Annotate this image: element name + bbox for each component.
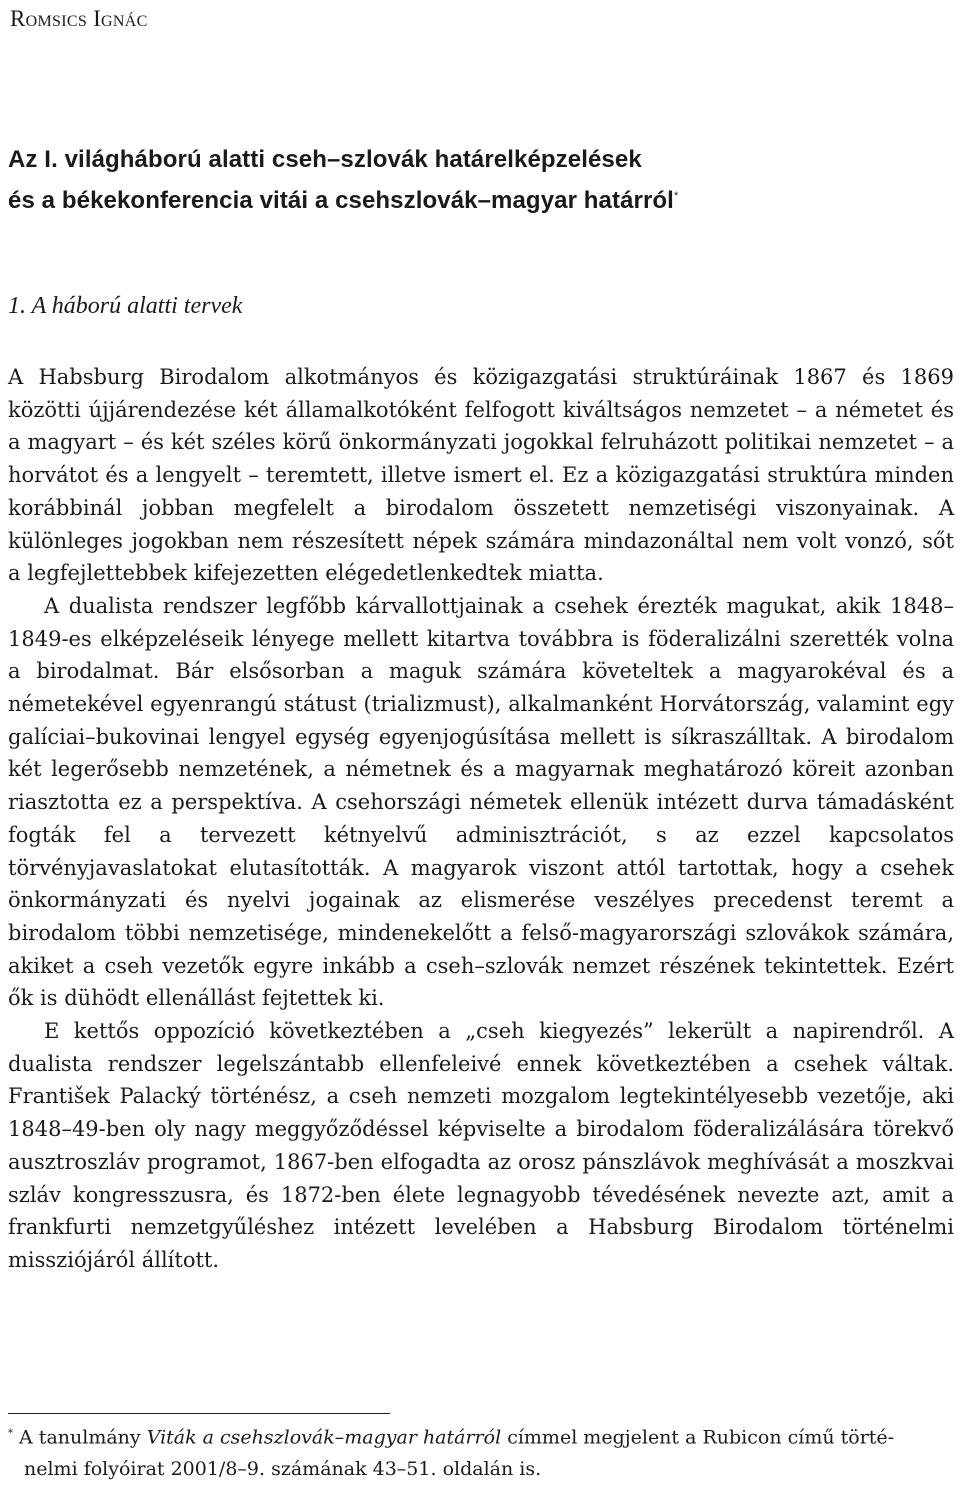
footnote-text-after: címmel megjelent a Rubicon című törté- (501, 1426, 895, 1449)
section-title: 1. A háború alatti tervek (8, 293, 243, 319)
article-body (8, 361, 954, 1277)
footnote-line-2: nelmi folyóirat 2001/8–9. számának 43–51. oldalán is. (24, 1458, 542, 1481)
title-line-2: és a békekonferencia vitái a csehszlovák–magyar határról (8, 187, 674, 214)
footnote (8, 1418, 954, 1485)
paragraph-1: A Habsburg Birodalom alkotmányos és közigazgatási struktúráinak 1867 és 1869 közötti újjárendezése két államalkotóként felfogott kiváltságos nemzetet – a németet és a magyart – és két széles körű önkormányzati jogokkal felruházott politikai nemzetet – a horvátot és a lengyelt – teremtett, illetve ismert el. Ez a közigazgatási struktúra minden korábbinál jobban megfelelt a birodalom összetett nemzetiségi viszonyainak. A különleges jogokban nem részesített népek számára mindazonáltal nem volt vonzó, sőt a legfejlettebbek kifejezetten elégedetlenkedtek miatta. (8, 365, 954, 586)
footnote-line-1 (8, 1418, 954, 1453)
footnote-divider (8, 1413, 390, 1414)
footnote-mark: * (8, 1428, 13, 1439)
title-line-1: Az I. világháború alatti cseh–szlovák határelképzelések (8, 146, 642, 173)
running-head: Romsics Ignác (10, 6, 148, 31)
footnote-text-before: A tanulmány (19, 1426, 147, 1449)
paragraph-2: A dualista rendszer legfőbb kárvallottjainak a csehek érezték magukat, akik 1848–1849-es elképzeléseik lényege mellett kitartva továbbra is föderalizálni szerették volna a birodalmat. Bár elsősorban a maguk számára követeltek a magyarokéval és a németekével egyenrangú státust (trializmust), alkalmanként Horvátország, valamint egy galíciai–bukovinai lengyel egység egyenjogúsítása mellett is síkraszálltak. A birodalom két legerősebb nemzetének, a németnek és a magyarnak meghatározó köreit azonban riasztotta ez a perspektíva. A csehországi németek ellenük intézett durva támadásként fogták fel a tervezett kétnyelvű adminisztrációt, s az ezzel kapcsolatos törvényjavaslatokat elutasították. A magyarok viszont attól tartottak, hogy a csehek önkormányzati és nyelvi jogainak az elismerése veszélyes precedenst teremt a birodalom többi nemzetisége, mindenekelőtt a felső-magyarországi szlovákok számára, akiket a cseh vezetők egyre inkább a cseh–szlovák nemzet részének tekintettek. Ezért ők is dühödt ellenállást fejtettek ki. (8, 593, 954, 1011)
footnote-cited-title: Viták a csehszlovák–magyar határról (146, 1426, 502, 1449)
title-footnote-mark[interactable]: * (673, 190, 679, 202)
article-title (8, 142, 948, 219)
paragraph-3: E kettős oppozíció következtében a „cseh kiegyezés” lekerült a napirendről. A dualista rendszer legelszántabb ellenfeleivé ennek következtében a csehek váltak. František Palacký történész, a cseh nemzeti mozgalom legtekintélyesebb vezetője, aki 1848–49-ben oly nagy meggyőződéssel képviselte a birodalom föderalizálására törekvő ausztroszláv programot, 1867-ben elfogadta az orosz pánszlávok meghívását a moszkvai szláv kongresszusra, és 1872-ben élete legnagyobb tévedésének nevezte azt, amit a frankfurti nemzetgyűléshez intézett levelében a Habsburg Birodalom történelmi missziójáról állított. (8, 1019, 954, 1272)
